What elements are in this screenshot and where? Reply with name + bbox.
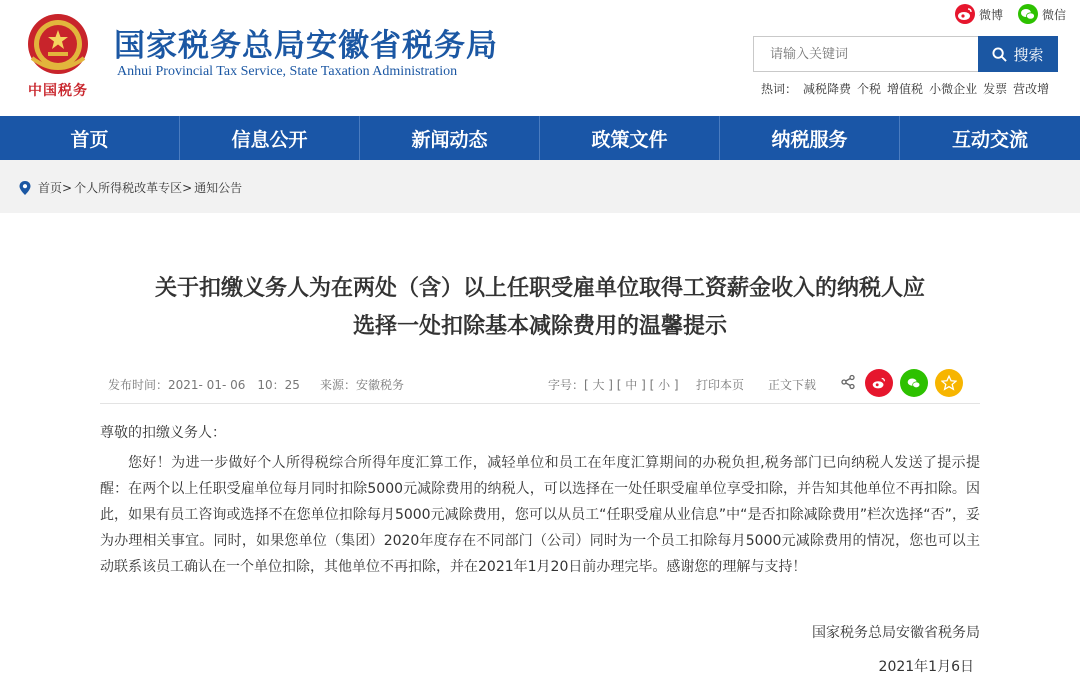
weibo-icon xyxy=(955,4,975,24)
site-title: 国家税务总局安徽省税务局 xyxy=(114,28,498,64)
article-source: 来源：安徽税务 xyxy=(320,378,405,392)
article-title xyxy=(60,270,1020,346)
nav-interaction[interactable]: 互动交流 xyxy=(951,128,1028,151)
share-wechat-icon[interactable] xyxy=(900,369,928,397)
font-size-controls[interactable]: 字号：[ 大 ] [ 中 ] [ 小 ] xyxy=(548,378,679,392)
publish-time: 发布时间：2021- 01- 06 10：25 xyxy=(108,378,300,392)
nav-info-disclosure[interactable]: 信息公开 xyxy=(180,116,360,160)
search-button[interactable] xyxy=(978,36,1058,72)
favorite-star-icon[interactable] xyxy=(935,369,963,397)
weixin-label: 微信 xyxy=(1042,7,1067,22)
hot-word[interactable]: 个税 xyxy=(857,82,882,96)
article-title-line: 选择一处扣除基本减除费用的温馨提示 xyxy=(352,314,727,339)
breadcrumb xyxy=(18,179,242,196)
nav-policy[interactable]: 政策文件 xyxy=(540,116,720,160)
breadcrumb-bar xyxy=(0,160,1080,213)
wechat-icon xyxy=(1018,4,1038,24)
body-paragraph: 您好！为进一步做好个人所得税综合所得年度汇算工作，减轻单位和员工在年度汇算期间的办税负担,税务部门已向纳税人发送了提示提醒：在两个以上任职受雇单位每月同时扣除5000元减除费用的纳税人，可以选择在一处任职受雇单位享受扣除，并告知其他单位不再扣除。因此，如果有员工咨询或选择不在您单位扣除每月5000元减除费用，您可以从员工“任职受雇从业信息”中“是否扣除减除费用”栏次选择“否”，妥为办理相关事宜。同时，如果您单位（集团）2020年度存在不同部门（公司）同时为一个员工扣除每月5000元减除费用的情况，您也可以主动联系该员工确认在一个单位扣除，其他单位不再扣除，并在2021年1月20日前办理完毕。感谢您的理解与支持！ xyxy=(100,455,980,575)
weixin-link[interactable] xyxy=(1018,4,1066,24)
emblem-text: 中国税务 xyxy=(28,83,88,99)
hot-words-label: 热词： xyxy=(761,82,798,96)
article-body xyxy=(100,420,980,580)
hot-words xyxy=(761,80,1049,97)
greeting: 尊敬的扣缴义务人： xyxy=(100,425,226,441)
breadcrumb-home[interactable]: 首页> xyxy=(38,181,73,195)
nav-news[interactable]: 新闻动态 xyxy=(360,116,540,160)
weibo-link[interactable] xyxy=(955,4,1003,24)
site-header xyxy=(0,0,1080,116)
hot-word[interactable]: 发票 xyxy=(983,82,1008,96)
signature: 国家税务总局安徽省税务局 xyxy=(812,625,980,641)
nav-tax-service[interactable]: 纳税服务 xyxy=(720,116,900,160)
nav-home[interactable]: 首页 xyxy=(0,116,180,160)
hot-word[interactable]: 小微企业 xyxy=(929,82,978,96)
weibo-label: 微博 xyxy=(979,7,1004,22)
print-page-link[interactable]: 打印本页 xyxy=(696,378,745,392)
site-subtitle: Anhui Provincial Tax Service, State Taxation Administration xyxy=(117,64,458,79)
search-input[interactable] xyxy=(753,36,978,72)
share-weibo-icon[interactable] xyxy=(865,369,893,397)
hot-word[interactable]: 增值税 xyxy=(887,82,924,96)
signature-date: 2021年1月6日 xyxy=(878,659,974,675)
hot-word[interactable]: 营改增 xyxy=(1013,82,1050,96)
breadcrumb-current[interactable]: 通知公告 xyxy=(194,181,243,195)
search-button-label: 搜索 xyxy=(1013,45,1044,64)
main-nav xyxy=(0,116,1080,160)
share-icon[interactable] xyxy=(840,374,856,393)
article-title-line: 关于扣缴义务人为在两处（含）以上任职受雇单位取得工资薪金收入的纳税人应 xyxy=(154,276,925,301)
breadcrumb-section[interactable]: 个人所得税改革专区> xyxy=(74,181,193,195)
search-icon xyxy=(992,47,1007,62)
article-meta xyxy=(100,364,980,404)
tax-emblem-logo[interactable] xyxy=(22,8,94,98)
download-link[interactable]: 正文下载 xyxy=(768,378,817,392)
hot-word[interactable]: 减税降费 xyxy=(803,82,852,96)
location-pin-icon xyxy=(18,180,32,196)
